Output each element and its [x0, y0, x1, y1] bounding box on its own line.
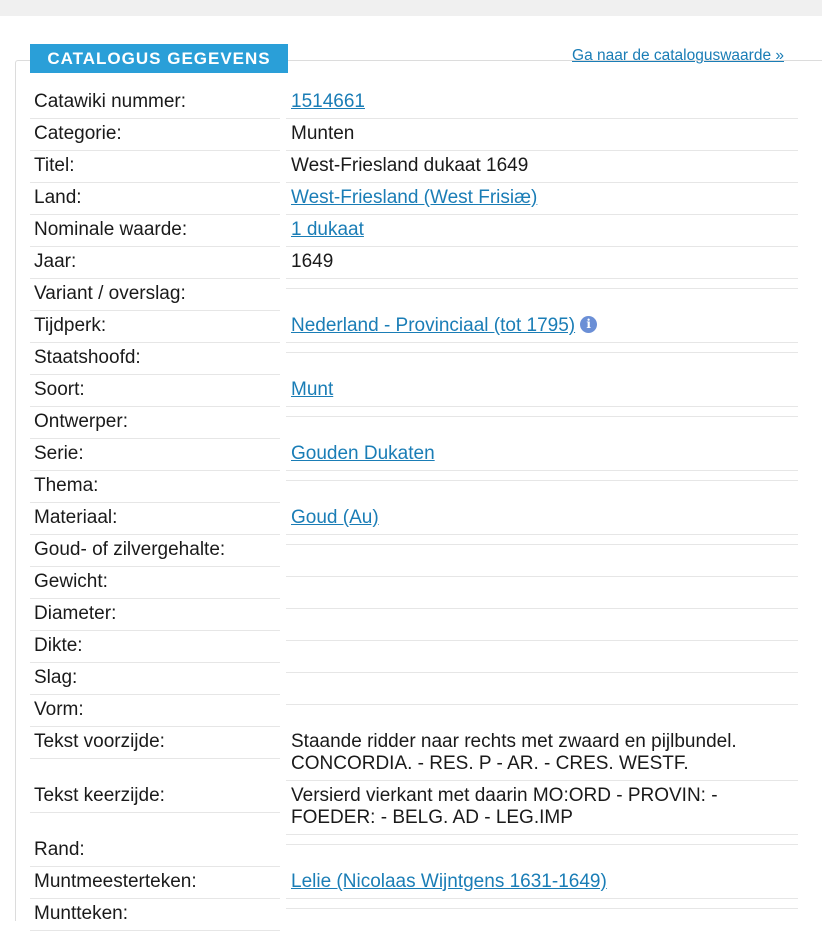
row-label: Materiaal: [30, 503, 280, 535]
row-value [286, 727, 798, 781]
info-icon[interactable]: i [580, 316, 597, 333]
table-row [30, 247, 798, 279]
value-text: Munten [291, 123, 355, 144]
catalog-table [30, 87, 798, 931]
table-row [30, 781, 798, 835]
row-value [286, 119, 798, 151]
table-row [30, 599, 798, 631]
row-label: Tekst voorzijde: [30, 727, 280, 759]
row-value [286, 343, 798, 353]
row-label: Diameter: [30, 599, 280, 631]
row-label: Tijdperk: [30, 311, 280, 343]
row-label: Slag: [30, 663, 280, 695]
row-value [286, 835, 798, 845]
row-label: Ontwerper: [30, 407, 280, 439]
row-value [286, 663, 798, 673]
row-label: Titel: [30, 151, 280, 183]
row-value [286, 375, 798, 407]
table-row [30, 503, 798, 535]
row-value [286, 631, 798, 641]
row-value [286, 247, 798, 279]
value-link[interactable]: West-Friesland (West Frisiæ) [291, 187, 538, 208]
table-row [30, 375, 798, 407]
value-link[interactable]: 1514661 [291, 91, 365, 112]
row-value [286, 867, 798, 899]
table-row [30, 727, 798, 781]
row-label: Dikte: [30, 631, 280, 663]
value-link[interactable]: Goud (Au) [291, 507, 379, 528]
row-label: Muntteken: [30, 899, 280, 931]
row-value [286, 311, 798, 343]
row-value [286, 567, 798, 577]
table-row [30, 631, 798, 663]
row-label: Land: [30, 183, 280, 215]
row-value [286, 535, 798, 545]
value-text: West-Friesland dukaat 1649 [291, 155, 529, 176]
table-row [30, 87, 798, 119]
table-row [30, 311, 798, 343]
table-row [30, 471, 798, 503]
row-value [286, 279, 798, 289]
row-label: Categorie: [30, 119, 280, 151]
table-row [30, 183, 798, 215]
value-text-line2: FOEDER: - BELG. AD - LEG.IMP [291, 807, 573, 828]
table-row [30, 835, 798, 867]
table-row [30, 279, 798, 311]
row-value [286, 899, 798, 909]
row-label: Tekst keerzijde: [30, 781, 280, 813]
value-text: Versierd vierkant met daarin MO:ORD - PROVIN: - [291, 785, 718, 806]
value-text-line2: CONCORDIA. - RES. P - AR. - CRES. WESTF. [291, 753, 689, 774]
value-link[interactable]: 1 dukaat [291, 219, 364, 240]
row-label: Catawiki nummer: [30, 87, 280, 119]
row-value [286, 781, 798, 835]
row-label: Vorm: [30, 695, 280, 727]
row-value [286, 695, 798, 705]
table-row [30, 567, 798, 599]
row-value [286, 215, 798, 247]
table-row [30, 535, 798, 567]
row-value [286, 183, 798, 215]
row-label: Variant / overslag: [30, 279, 280, 311]
row-label: Gewicht: [30, 567, 280, 599]
value-link[interactable]: Gouden Dukaten [291, 443, 435, 464]
table-row [30, 119, 798, 151]
value-link[interactable]: Lelie (Nicolaas Wijntgens 1631-1649) [291, 871, 607, 892]
row-value [286, 599, 798, 609]
row-value [286, 503, 798, 535]
table-row [30, 151, 798, 183]
table-row [30, 215, 798, 247]
value-link[interactable]: Munt [291, 379, 334, 400]
row-label: Serie: [30, 439, 280, 471]
row-label: Thema: [30, 471, 280, 503]
row-value [286, 407, 798, 417]
table-row [30, 899, 798, 931]
value-link[interactable]: Nederland - Provinciaal (tot 1795) [291, 315, 576, 336]
table-row [30, 663, 798, 695]
row-value [286, 439, 798, 471]
table-row [30, 407, 798, 439]
row-label: Muntmeesterteken: [30, 867, 280, 899]
row-value [286, 151, 798, 183]
table-row [30, 343, 798, 375]
value-text: 1649 [291, 251, 334, 272]
table-row [30, 439, 798, 471]
row-label: Staatshoofd: [30, 343, 280, 375]
catalog-value-link[interactable]: Ga naar de cataloguswaarde » [572, 47, 784, 64]
row-label: Goud- of zilvergehalte: [30, 535, 280, 567]
top-bar [0, 0, 822, 16]
row-label: Nominale waarde: [30, 215, 280, 247]
table-row [30, 695, 798, 727]
value-text: Staande ridder naar rechts met zwaard en pijlbundel. [291, 731, 737, 752]
row-value [286, 87, 798, 119]
row-value [286, 471, 798, 481]
row-label: Jaar: [30, 247, 280, 279]
row-label: Soort: [30, 375, 280, 407]
table-row [30, 867, 798, 899]
row-label: Rand: [30, 835, 280, 867]
catalog-data-badge: CATALOGUS GEGEVENS [30, 44, 288, 73]
